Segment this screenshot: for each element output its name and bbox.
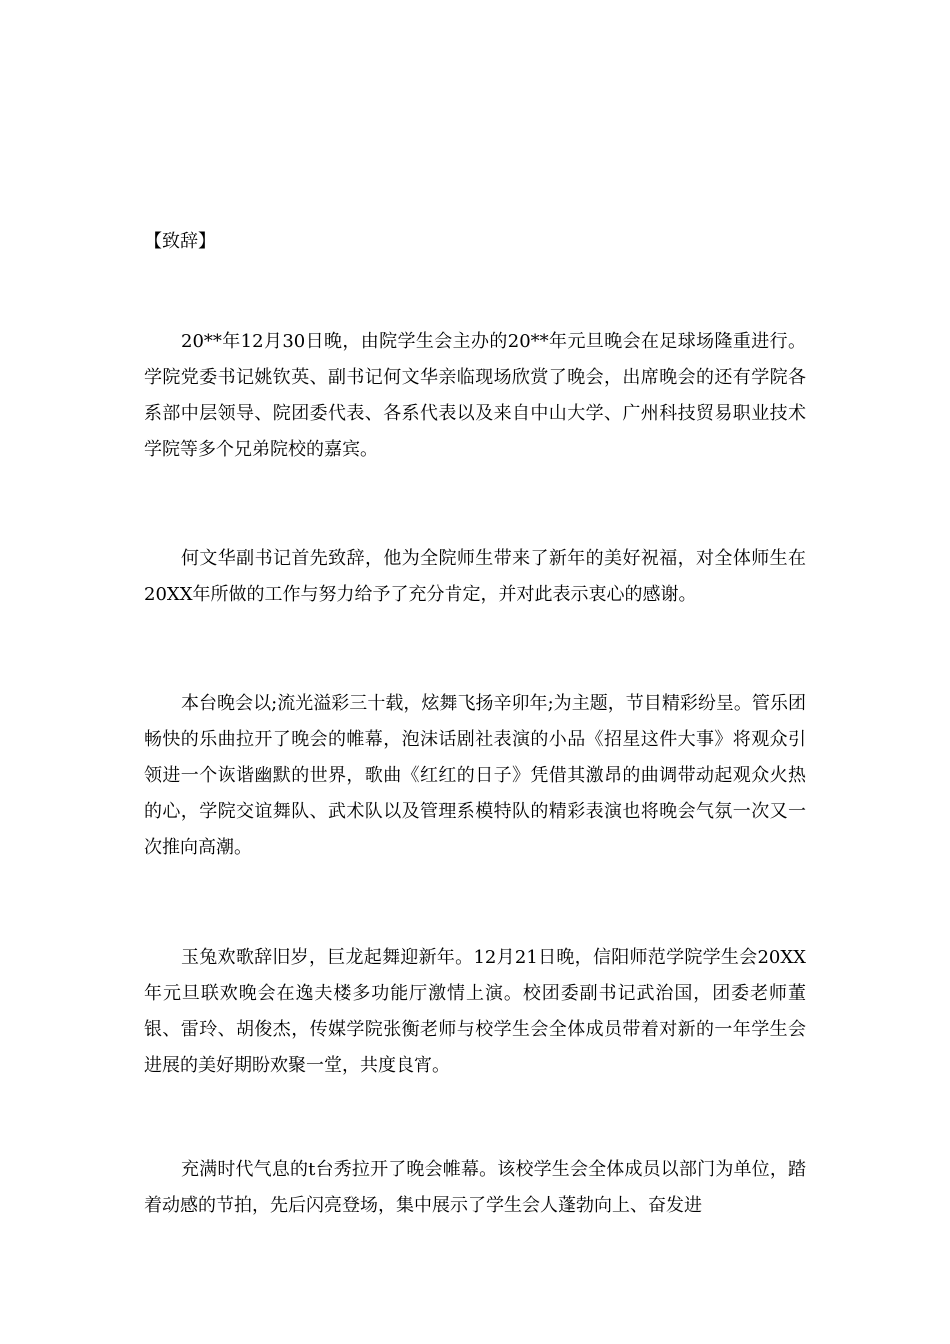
paragraph-2: 何文华副书记首先致辞，他为全院师生带来了新年的美好祝福，对全体师生在20XX年所做的工作与努力给予了充分肯定，并对此表示衷心的感谢。 bbox=[144, 548, 806, 605]
section-heading: 【致辞】 bbox=[144, 231, 216, 252]
paragraph-1: 20**年12月30日晚，由院学生会主办的20**年元旦晚会在足球场隆重进行。学院党委书记姚钦英、副书记何文华亲临现场欣赏了晚会，出席晚会的还有学院各系部中层领导、院团委代表、各系代表以及来自中山大学、广州科技贸易职业技术学院等多个兄弟院校的嘉宾。 bbox=[144, 331, 806, 460]
paragraph-5: 充满时代气息的t台秀拉开了晚会帷幕。该校学生会全体成员以部门为单位，踏着动感的节拍，先后闪亮登场，集中展示了学生会人蓬勃向上、奋发进 bbox=[144, 1159, 806, 1216]
paragraph-3: 本台晚会以;流光溢彩三十载，炫舞飞扬辛卯年;为主题，节目精彩纷呈。管乐团畅快的乐曲拉开了晚会的帷幕，泡沫话剧社表演的小品《招星这件大事》将观众引领进一个诙谐幽默的世界，歌曲《红红的日子》凭借其激昂的曲调带动起观众火热的心，学院交谊舞队、武术队以及管理系模特队的精彩表演也将晚会气氛一次又一次推向高潮。 bbox=[144, 693, 806, 858]
paragraph-4: 玉兔欢歌辞旧岁，巨龙起舞迎新年。12月21日晚，信阳师范学院学生会20XX年元旦联欢晚会在逸夫楼多功能厅激情上演。校团委副书记武治国，团委老师董银、雷玲、胡俊杰，传媒学院张衡老师与校学生会全体成员带着对新的一年学生会进展的美好期盼欢聚一堂，共度良宵。 bbox=[144, 947, 806, 1076]
